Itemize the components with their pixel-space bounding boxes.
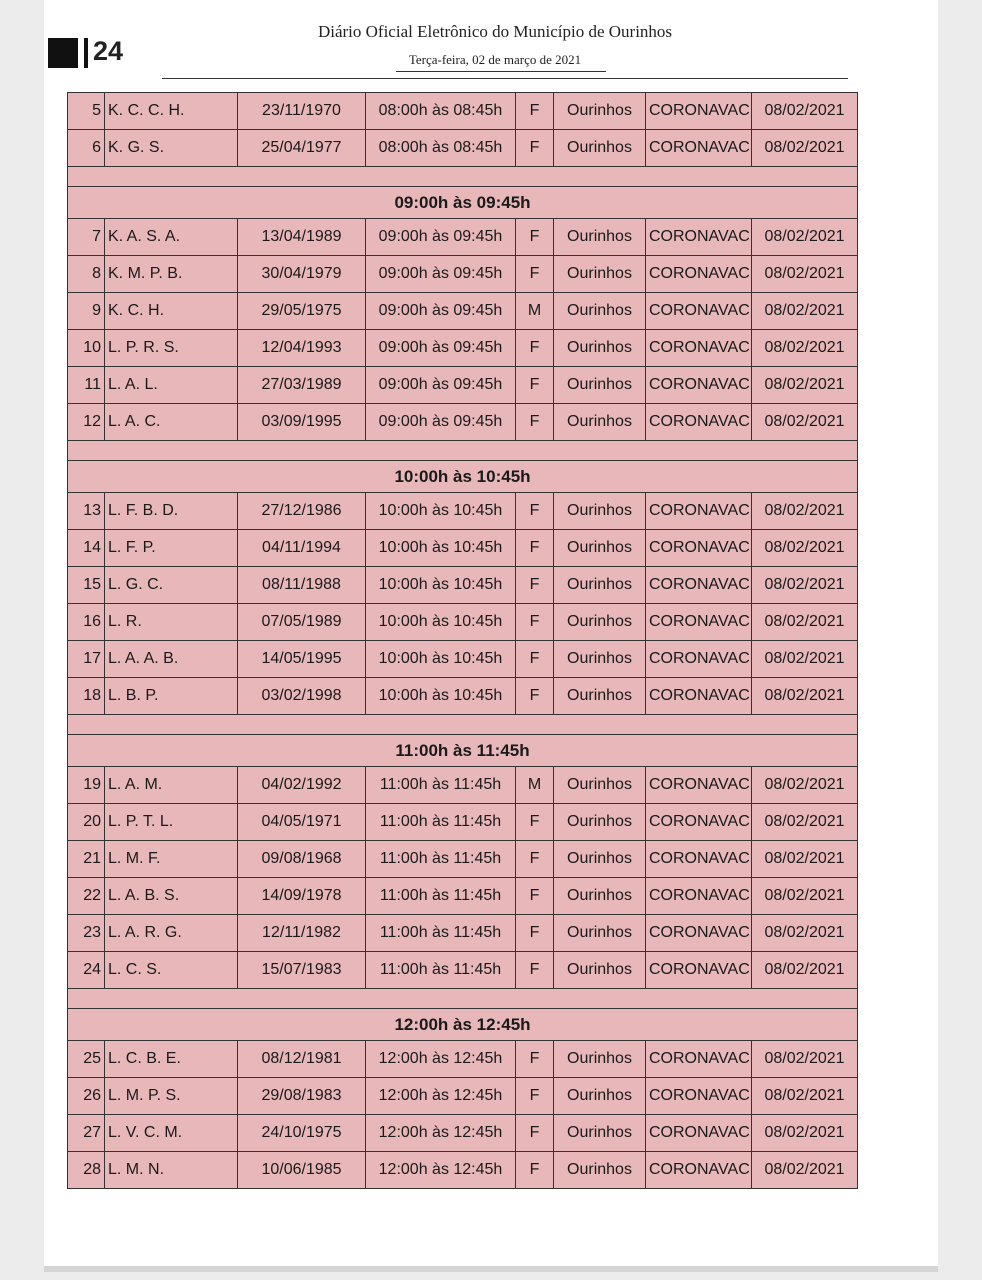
sex-cell: M xyxy=(516,767,554,804)
time-group-label: 10:00h às 10:45h xyxy=(68,461,858,493)
time-group-header xyxy=(68,461,858,493)
city-cell: Ourinhos xyxy=(554,493,646,530)
vaccine-name-cell: CORONAVAC xyxy=(646,952,752,989)
city-cell: Ourinhos xyxy=(554,93,646,130)
table-row xyxy=(68,330,858,367)
patient-initials-cell: K. A. S. A. xyxy=(105,219,238,256)
vaccine-name-cell: CORONAVAC xyxy=(646,1041,752,1078)
group-spacer xyxy=(68,441,858,461)
sex-cell: F xyxy=(516,841,554,878)
patient-initials-cell: K. M. P. B. xyxy=(105,256,238,293)
patient-initials-cell: L. A. B. S. xyxy=(105,878,238,915)
sex-cell: F xyxy=(516,404,554,441)
birth-date-cell: 09/08/1968 xyxy=(238,841,366,878)
vaccination-date-cell: 08/02/2021 xyxy=(752,878,858,915)
city-cell: Ourinhos xyxy=(554,1078,646,1115)
city-cell: Ourinhos xyxy=(554,330,646,367)
time-slot-cell: 12:00h às 12:45h xyxy=(366,1152,516,1189)
vaccine-name-cell: CORONAVAC xyxy=(646,804,752,841)
patient-initials-cell: L. R. xyxy=(105,604,238,641)
vaccine-name-cell: CORONAVAC xyxy=(646,330,752,367)
time-group-header xyxy=(68,187,858,219)
patient-initials-cell: K. C. C. H. xyxy=(105,93,238,130)
sex-cell: F xyxy=(516,493,554,530)
row-number-cell: 9 xyxy=(68,293,105,330)
patient-initials-cell: L. A. C. xyxy=(105,404,238,441)
table-row xyxy=(68,915,858,952)
patient-initials-cell: L. M. P. S. xyxy=(105,1078,238,1115)
vaccine-name-cell: CORONAVAC xyxy=(646,293,752,330)
row-number-cell: 17 xyxy=(68,641,105,678)
patient-initials-cell: L. M. F. xyxy=(105,841,238,878)
city-cell: Ourinhos xyxy=(554,1041,646,1078)
birth-date-cell: 15/07/1983 xyxy=(238,952,366,989)
sex-cell: F xyxy=(516,604,554,641)
date-underline xyxy=(396,71,606,72)
spacer-cell xyxy=(68,715,858,735)
birth-date-cell: 04/11/1994 xyxy=(238,530,366,567)
sex-cell: F xyxy=(516,915,554,952)
vaccination-date-cell: 08/02/2021 xyxy=(752,367,858,404)
time-group-header xyxy=(68,735,858,767)
row-number-cell: 24 xyxy=(68,952,105,989)
row-number-cell: 27 xyxy=(68,1115,105,1152)
table-row xyxy=(68,641,858,678)
patient-initials-cell: L. A. L. xyxy=(105,367,238,404)
vaccination-date-cell: 08/02/2021 xyxy=(752,1152,858,1189)
vaccination-schedule-table xyxy=(67,92,858,1189)
time-slot-cell: 11:00h às 11:45h xyxy=(366,878,516,915)
sex-cell: F xyxy=(516,878,554,915)
row-number-cell: 14 xyxy=(68,530,105,567)
city-cell: Ourinhos xyxy=(554,404,646,441)
vaccine-name-cell: CORONAVAC xyxy=(646,841,752,878)
vaccination-date-cell: 08/02/2021 xyxy=(752,130,858,167)
patient-initials-cell: L. C. B. E. xyxy=(105,1041,238,1078)
vaccination-date-cell: 08/02/2021 xyxy=(752,1115,858,1152)
city-cell: Ourinhos xyxy=(554,952,646,989)
time-slot-cell: 10:00h às 10:45h xyxy=(366,604,516,641)
table-row xyxy=(68,1078,858,1115)
row-number-cell: 6 xyxy=(68,130,105,167)
group-spacer xyxy=(68,167,858,187)
vaccine-name-cell: CORONAVAC xyxy=(646,130,752,167)
birth-date-cell: 14/05/1995 xyxy=(238,641,366,678)
vaccination-date-cell: 08/02/2021 xyxy=(752,1078,858,1115)
time-slot-cell: 12:00h às 12:45h xyxy=(366,1115,516,1152)
birth-date-cell: 08/11/1988 xyxy=(238,567,366,604)
time-slot-cell: 08:00h às 08:45h xyxy=(366,130,516,167)
vaccination-date-cell: 08/02/2021 xyxy=(752,804,858,841)
spacer-cell xyxy=(68,441,858,461)
header-block-mark xyxy=(48,38,78,68)
time-slot-cell: 12:00h às 12:45h xyxy=(366,1041,516,1078)
patient-initials-cell: L. V. C. M. xyxy=(105,1115,238,1152)
sex-cell: F xyxy=(516,567,554,604)
table-row xyxy=(68,1041,858,1078)
city-cell: Ourinhos xyxy=(554,530,646,567)
patient-initials-cell: L. M. N. xyxy=(105,1152,238,1189)
sex-cell: F xyxy=(516,256,554,293)
time-slot-cell: 10:00h às 10:45h xyxy=(366,567,516,604)
row-number-cell: 15 xyxy=(68,567,105,604)
vaccine-name-cell: CORONAVAC xyxy=(646,678,752,715)
row-number-cell: 26 xyxy=(68,1078,105,1115)
city-cell: Ourinhos xyxy=(554,604,646,641)
vaccine-name-cell: CORONAVAC xyxy=(646,367,752,404)
birth-date-cell: 13/04/1989 xyxy=(238,219,366,256)
table-row xyxy=(68,567,858,604)
vaccination-date-cell: 08/02/2021 xyxy=(752,93,858,130)
table-row xyxy=(68,493,858,530)
time-slot-cell: 09:00h às 09:45h xyxy=(366,256,516,293)
birth-date-cell: 04/02/1992 xyxy=(238,767,366,804)
table-row xyxy=(68,952,858,989)
table-row xyxy=(68,130,858,167)
vaccine-name-cell: CORONAVAC xyxy=(646,878,752,915)
row-number-cell: 5 xyxy=(68,93,105,130)
birth-date-cell: 12/04/1993 xyxy=(238,330,366,367)
sex-cell: F xyxy=(516,367,554,404)
birth-date-cell: 29/05/1975 xyxy=(238,293,366,330)
vaccine-name-cell: CORONAVAC xyxy=(646,1078,752,1115)
row-number-cell: 11 xyxy=(68,367,105,404)
birth-date-cell: 30/04/1979 xyxy=(238,256,366,293)
row-number-cell: 7 xyxy=(68,219,105,256)
time-slot-cell: 11:00h às 11:45h xyxy=(366,952,516,989)
sex-cell: M xyxy=(516,293,554,330)
patient-initials-cell: L. P. T. L. xyxy=(105,804,238,841)
city-cell: Ourinhos xyxy=(554,915,646,952)
vaccine-name-cell: CORONAVAC xyxy=(646,567,752,604)
publication-title: Diário Oficial Eletrônico do Município de Ourinhos xyxy=(317,22,673,41)
sex-cell: F xyxy=(516,804,554,841)
city-cell: Ourinhos xyxy=(554,219,646,256)
time-slot-cell: 11:00h às 11:45h xyxy=(366,767,516,804)
vaccination-date-cell: 08/02/2021 xyxy=(752,641,858,678)
time-slot-cell: 10:00h às 10:45h xyxy=(366,678,516,715)
time-slot-cell: 09:00h às 09:45h xyxy=(366,219,516,256)
time-slot-cell: 09:00h às 09:45h xyxy=(366,330,516,367)
vaccination-date-cell: 08/02/2021 xyxy=(752,493,858,530)
vaccination-date-cell: 08/02/2021 xyxy=(752,952,858,989)
table-row xyxy=(68,767,858,804)
sex-cell: F xyxy=(516,641,554,678)
patient-initials-cell: K. C. H. xyxy=(105,293,238,330)
patient-initials-cell: L. F. B. D. xyxy=(105,493,238,530)
sex-cell: F xyxy=(516,93,554,130)
header-bar-mark xyxy=(84,38,88,68)
birth-date-cell: 23/11/1970 xyxy=(238,93,366,130)
vaccination-date-cell: 08/02/2021 xyxy=(752,1041,858,1078)
birth-date-cell: 12/11/1982 xyxy=(238,915,366,952)
vaccine-name-cell: CORONAVAC xyxy=(646,530,752,567)
birth-date-cell: 07/05/1989 xyxy=(238,604,366,641)
birth-date-cell: 14/09/1978 xyxy=(238,878,366,915)
time-slot-cell: 11:00h às 11:45h xyxy=(366,841,516,878)
page-number: 24 xyxy=(93,36,124,66)
row-number-cell: 16 xyxy=(68,604,105,641)
table-row xyxy=(68,367,858,404)
sex-cell: F xyxy=(516,530,554,567)
vaccine-name-cell: CORONAVAC xyxy=(646,604,752,641)
birth-date-cell: 29/08/1983 xyxy=(238,1078,366,1115)
publication-date: Terça-feira, 02 de março de 2021 xyxy=(408,52,582,67)
vaccination-date-cell: 08/02/2021 xyxy=(752,567,858,604)
table-row xyxy=(68,219,858,256)
group-spacer xyxy=(68,715,858,735)
header-rule xyxy=(162,78,848,79)
sex-cell: F xyxy=(516,1152,554,1189)
row-number-cell: 18 xyxy=(68,678,105,715)
vaccine-name-cell: CORONAVAC xyxy=(646,256,752,293)
city-cell: Ourinhos xyxy=(554,641,646,678)
patient-initials-cell: L. A. M. xyxy=(105,767,238,804)
vaccine-name-cell: CORONAVAC xyxy=(646,767,752,804)
table-row xyxy=(68,678,858,715)
time-slot-cell: 10:00h às 10:45h xyxy=(366,493,516,530)
birth-date-cell: 25/04/1977 xyxy=(238,130,366,167)
patient-initials-cell: L. G. C. xyxy=(105,567,238,604)
time-slot-cell: 09:00h às 09:45h xyxy=(366,404,516,441)
row-number-cell: 19 xyxy=(68,767,105,804)
time-slot-cell: 09:00h às 09:45h xyxy=(366,367,516,404)
table-row xyxy=(68,256,858,293)
birth-date-cell: 27/12/1986 xyxy=(238,493,366,530)
time-slot-cell: 11:00h às 11:45h xyxy=(366,915,516,952)
vaccination-date-cell: 08/02/2021 xyxy=(752,767,858,804)
time-group-label: 09:00h às 09:45h xyxy=(68,187,858,219)
city-cell: Ourinhos xyxy=(554,841,646,878)
time-group-header xyxy=(68,1009,858,1041)
table-row xyxy=(68,804,858,841)
vaccine-name-cell: CORONAVAC xyxy=(646,93,752,130)
row-number-cell: 21 xyxy=(68,841,105,878)
sex-cell: F xyxy=(516,330,554,367)
vaccination-date-cell: 08/02/2021 xyxy=(752,841,858,878)
row-number-cell: 23 xyxy=(68,915,105,952)
vaccine-name-cell: CORONAVAC xyxy=(646,915,752,952)
table-row xyxy=(68,604,858,641)
row-number-cell: 28 xyxy=(68,1152,105,1189)
time-slot-cell: 08:00h às 08:45h xyxy=(366,93,516,130)
table-row xyxy=(68,841,858,878)
city-cell: Ourinhos xyxy=(554,293,646,330)
spacer-cell xyxy=(68,989,858,1009)
table-row xyxy=(68,530,858,567)
birth-date-cell: 04/05/1971 xyxy=(238,804,366,841)
table-row xyxy=(68,1115,858,1152)
row-number-cell: 20 xyxy=(68,804,105,841)
vaccination-date-cell: 08/02/2021 xyxy=(752,915,858,952)
sex-cell: F xyxy=(516,952,554,989)
vaccination-date-cell: 08/02/2021 xyxy=(752,604,858,641)
row-number-cell: 25 xyxy=(68,1041,105,1078)
sex-cell: F xyxy=(516,219,554,256)
birth-date-cell: 03/09/1995 xyxy=(238,404,366,441)
patient-initials-cell: K. G. S. xyxy=(105,130,238,167)
city-cell: Ourinhos xyxy=(554,567,646,604)
vaccine-name-cell: CORONAVAC xyxy=(646,641,752,678)
sex-cell: F xyxy=(516,1041,554,1078)
vaccination-date-cell: 08/02/2021 xyxy=(752,330,858,367)
vaccination-date-cell: 08/02/2021 xyxy=(752,678,858,715)
row-number-cell: 10 xyxy=(68,330,105,367)
vaccine-name-cell: CORONAVAC xyxy=(646,1152,752,1189)
spacer-cell xyxy=(68,167,858,187)
row-number-cell: 22 xyxy=(68,878,105,915)
time-slot-cell: 09:00h às 09:45h xyxy=(366,293,516,330)
vaccination-date-cell: 08/02/2021 xyxy=(752,219,858,256)
city-cell: Ourinhos xyxy=(554,367,646,404)
patient-initials-cell: L. F. P. xyxy=(105,530,238,567)
row-number-cell: 8 xyxy=(68,256,105,293)
row-number-cell: 13 xyxy=(68,493,105,530)
city-cell: Ourinhos xyxy=(554,1152,646,1189)
birth-date-cell: 27/03/1989 xyxy=(238,367,366,404)
city-cell: Ourinhos xyxy=(554,1115,646,1152)
city-cell: Ourinhos xyxy=(554,130,646,167)
vaccine-name-cell: CORONAVAC xyxy=(646,1115,752,1152)
group-spacer xyxy=(68,989,858,1009)
sex-cell: F xyxy=(516,1078,554,1115)
vaccine-name-cell: CORONAVAC xyxy=(646,404,752,441)
city-cell: Ourinhos xyxy=(554,678,646,715)
vaccination-date-cell: 08/02/2021 xyxy=(752,256,858,293)
vaccination-date-cell: 08/02/2021 xyxy=(752,293,858,330)
birth-date-cell: 10/06/1985 xyxy=(238,1152,366,1189)
patient-initials-cell: L. A. A. B. xyxy=(105,641,238,678)
vaccination-date-cell: 08/02/2021 xyxy=(752,404,858,441)
time-slot-cell: 12:00h às 12:45h xyxy=(366,1078,516,1115)
city-cell: Ourinhos xyxy=(554,767,646,804)
city-cell: Ourinhos xyxy=(554,256,646,293)
vaccine-name-cell: CORONAVAC xyxy=(646,493,752,530)
time-slot-cell: 10:00h às 10:45h xyxy=(366,641,516,678)
table-row xyxy=(68,293,858,330)
sex-cell: F xyxy=(516,130,554,167)
row-number-cell: 12 xyxy=(68,404,105,441)
patient-initials-cell: L. C. S. xyxy=(105,952,238,989)
birth-date-cell: 03/02/1998 xyxy=(238,678,366,715)
patient-initials-cell: L. B. P. xyxy=(105,678,238,715)
table-row xyxy=(68,93,858,130)
birth-date-cell: 24/10/1975 xyxy=(238,1115,366,1152)
patient-initials-cell: L. A. R. G. xyxy=(105,915,238,952)
time-group-label: 12:00h às 12:45h xyxy=(68,1009,858,1041)
page-shadow xyxy=(44,1266,938,1272)
sex-cell: F xyxy=(516,678,554,715)
vaccination-date-cell: 08/02/2021 xyxy=(752,530,858,567)
time-slot-cell: 10:00h às 10:45h xyxy=(366,530,516,567)
time-group-label: 11:00h às 11:45h xyxy=(68,735,858,767)
table-row xyxy=(68,1152,858,1189)
time-slot-cell: 11:00h às 11:45h xyxy=(366,804,516,841)
city-cell: Ourinhos xyxy=(554,804,646,841)
vaccine-name-cell: CORONAVAC xyxy=(646,219,752,256)
birth-date-cell: 08/12/1981 xyxy=(238,1041,366,1078)
table-row xyxy=(68,404,858,441)
sex-cell: F xyxy=(516,1115,554,1152)
city-cell: Ourinhos xyxy=(554,878,646,915)
table-row xyxy=(68,878,858,915)
patient-initials-cell: L. P. R. S. xyxy=(105,330,238,367)
table-body xyxy=(68,93,858,1189)
